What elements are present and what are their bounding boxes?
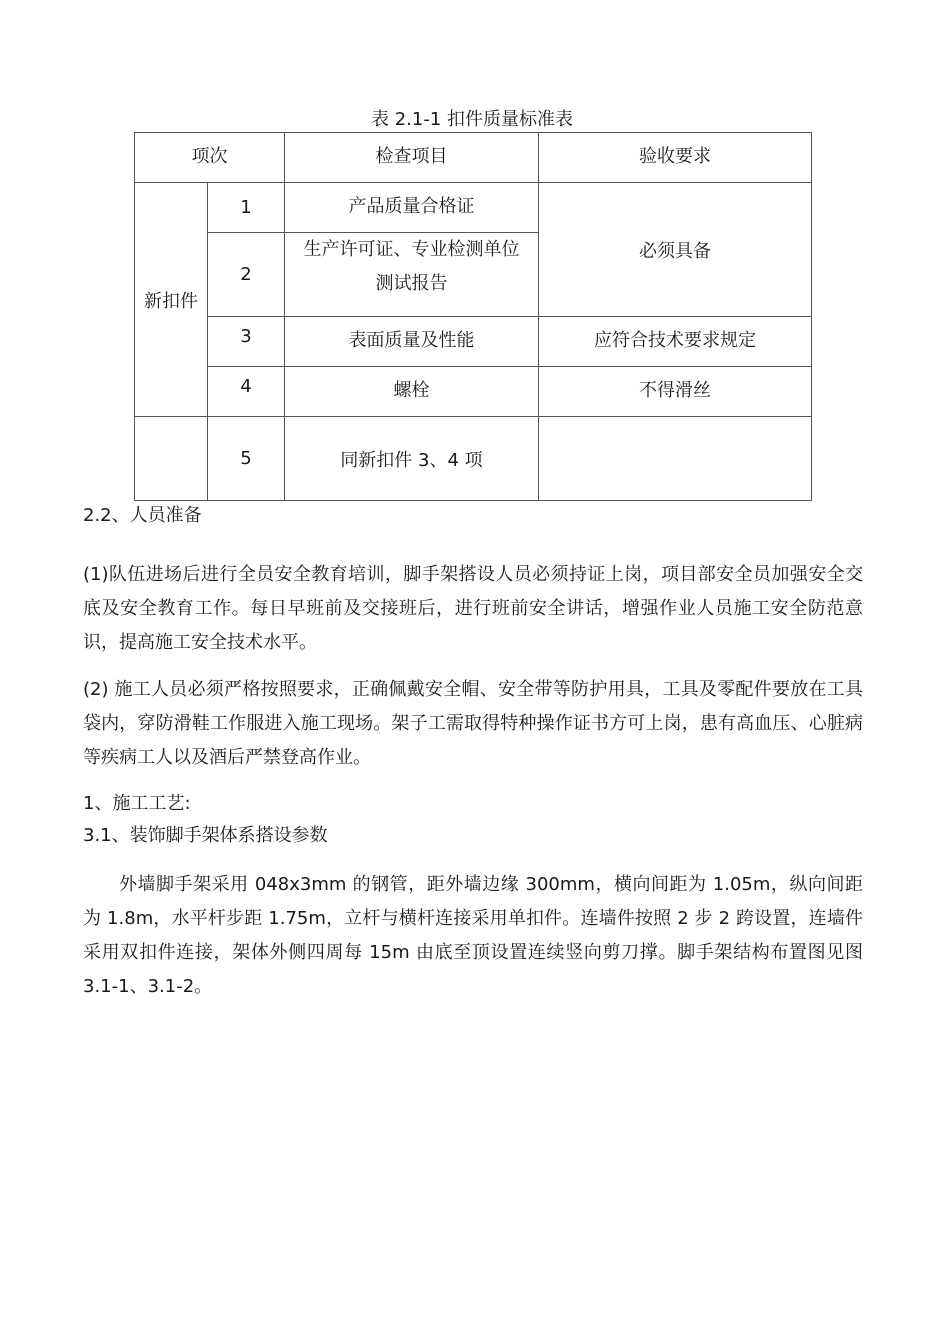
table-header-row: [135, 133, 812, 183]
row-item: 同新扣件 3、4 项: [285, 417, 539, 501]
section-heading: 1、施工工艺:: [83, 793, 191, 814]
row-item: 螺栓: [285, 367, 539, 417]
row-requirement: 不得滑丝: [539, 367, 812, 417]
row-no: 2: [208, 233, 285, 317]
table-row: [135, 367, 812, 417]
row-item-line: 生产许可证、专业检测单位: [303, 239, 520, 260]
row-no: 3: [208, 317, 285, 367]
row-requirement: [539, 417, 812, 501]
row-no: 4: [208, 367, 285, 417]
subsection-heading: 3.1、装饰脚手架体系搭设参数: [83, 825, 328, 846]
row-requirement: 必须具备: [539, 183, 812, 317]
header-item-no: 项次: [135, 133, 285, 183]
fastener-quality-table: [134, 132, 812, 501]
table-row: [135, 317, 812, 367]
header-requirement: 验收要求: [539, 133, 812, 183]
group-empty: [135, 417, 208, 501]
section-heading: 2.2、人员准备: [83, 505, 202, 526]
table-row: [135, 417, 812, 501]
table-row: [135, 183, 812, 233]
row-item: [285, 233, 539, 317]
header-check-item: 检查项目: [285, 133, 539, 183]
group-new-fastener: 新扣件: [135, 183, 208, 417]
row-item: 表面质量及性能: [285, 317, 539, 367]
row-requirement: 应符合技术要求规定: [539, 317, 812, 367]
paragraph: (2) 施工人员必须严格按照要求，正确佩戴安全帽、安全带等防护用具，工具及零配件要放在工具袋内，穿防滑鞋工作服进入施工现场。架子工需取得特种操作证书方可上岗，患有高血压、心脏病等疾病工人以及酒后严禁登高作业。: [83, 679, 863, 768]
row-no: 5: [208, 417, 285, 501]
row-item-line: 测试报告: [375, 273, 448, 294]
row-item: 产品质量合格证: [285, 183, 539, 233]
row-no: 1: [208, 183, 285, 233]
paragraph: (1)队伍进场后进行全员安全教育培训，脚手架搭设人员必须持证上岗，项目部安全员加强安全交底及安全教育工作。每日早班前及交接班后，进行班前安全讲话，增强作业人员施工安全防范意识，提高施工安全技术水平。: [83, 564, 863, 653]
table-caption: 表 2.1-1 扣件质量标准表: [370, 109, 574, 130]
paragraph: 外墙脚手架采用 048x3mm 的钢管，距外墙边缘 300mm，横向间距为 1.05m，纵向间距为 1.8m，水平杆步距 1.75m，立杆与横杆连接采用单扣件。连墙件按照 2 步 2 跨设置，连墙件采用双扣件连接，架体外侧四周每 15m 由底至顶设置连续竖向剪刀撑。脚手架结构布置图见图 3.1-1、3.1-2。: [83, 874, 863, 997]
